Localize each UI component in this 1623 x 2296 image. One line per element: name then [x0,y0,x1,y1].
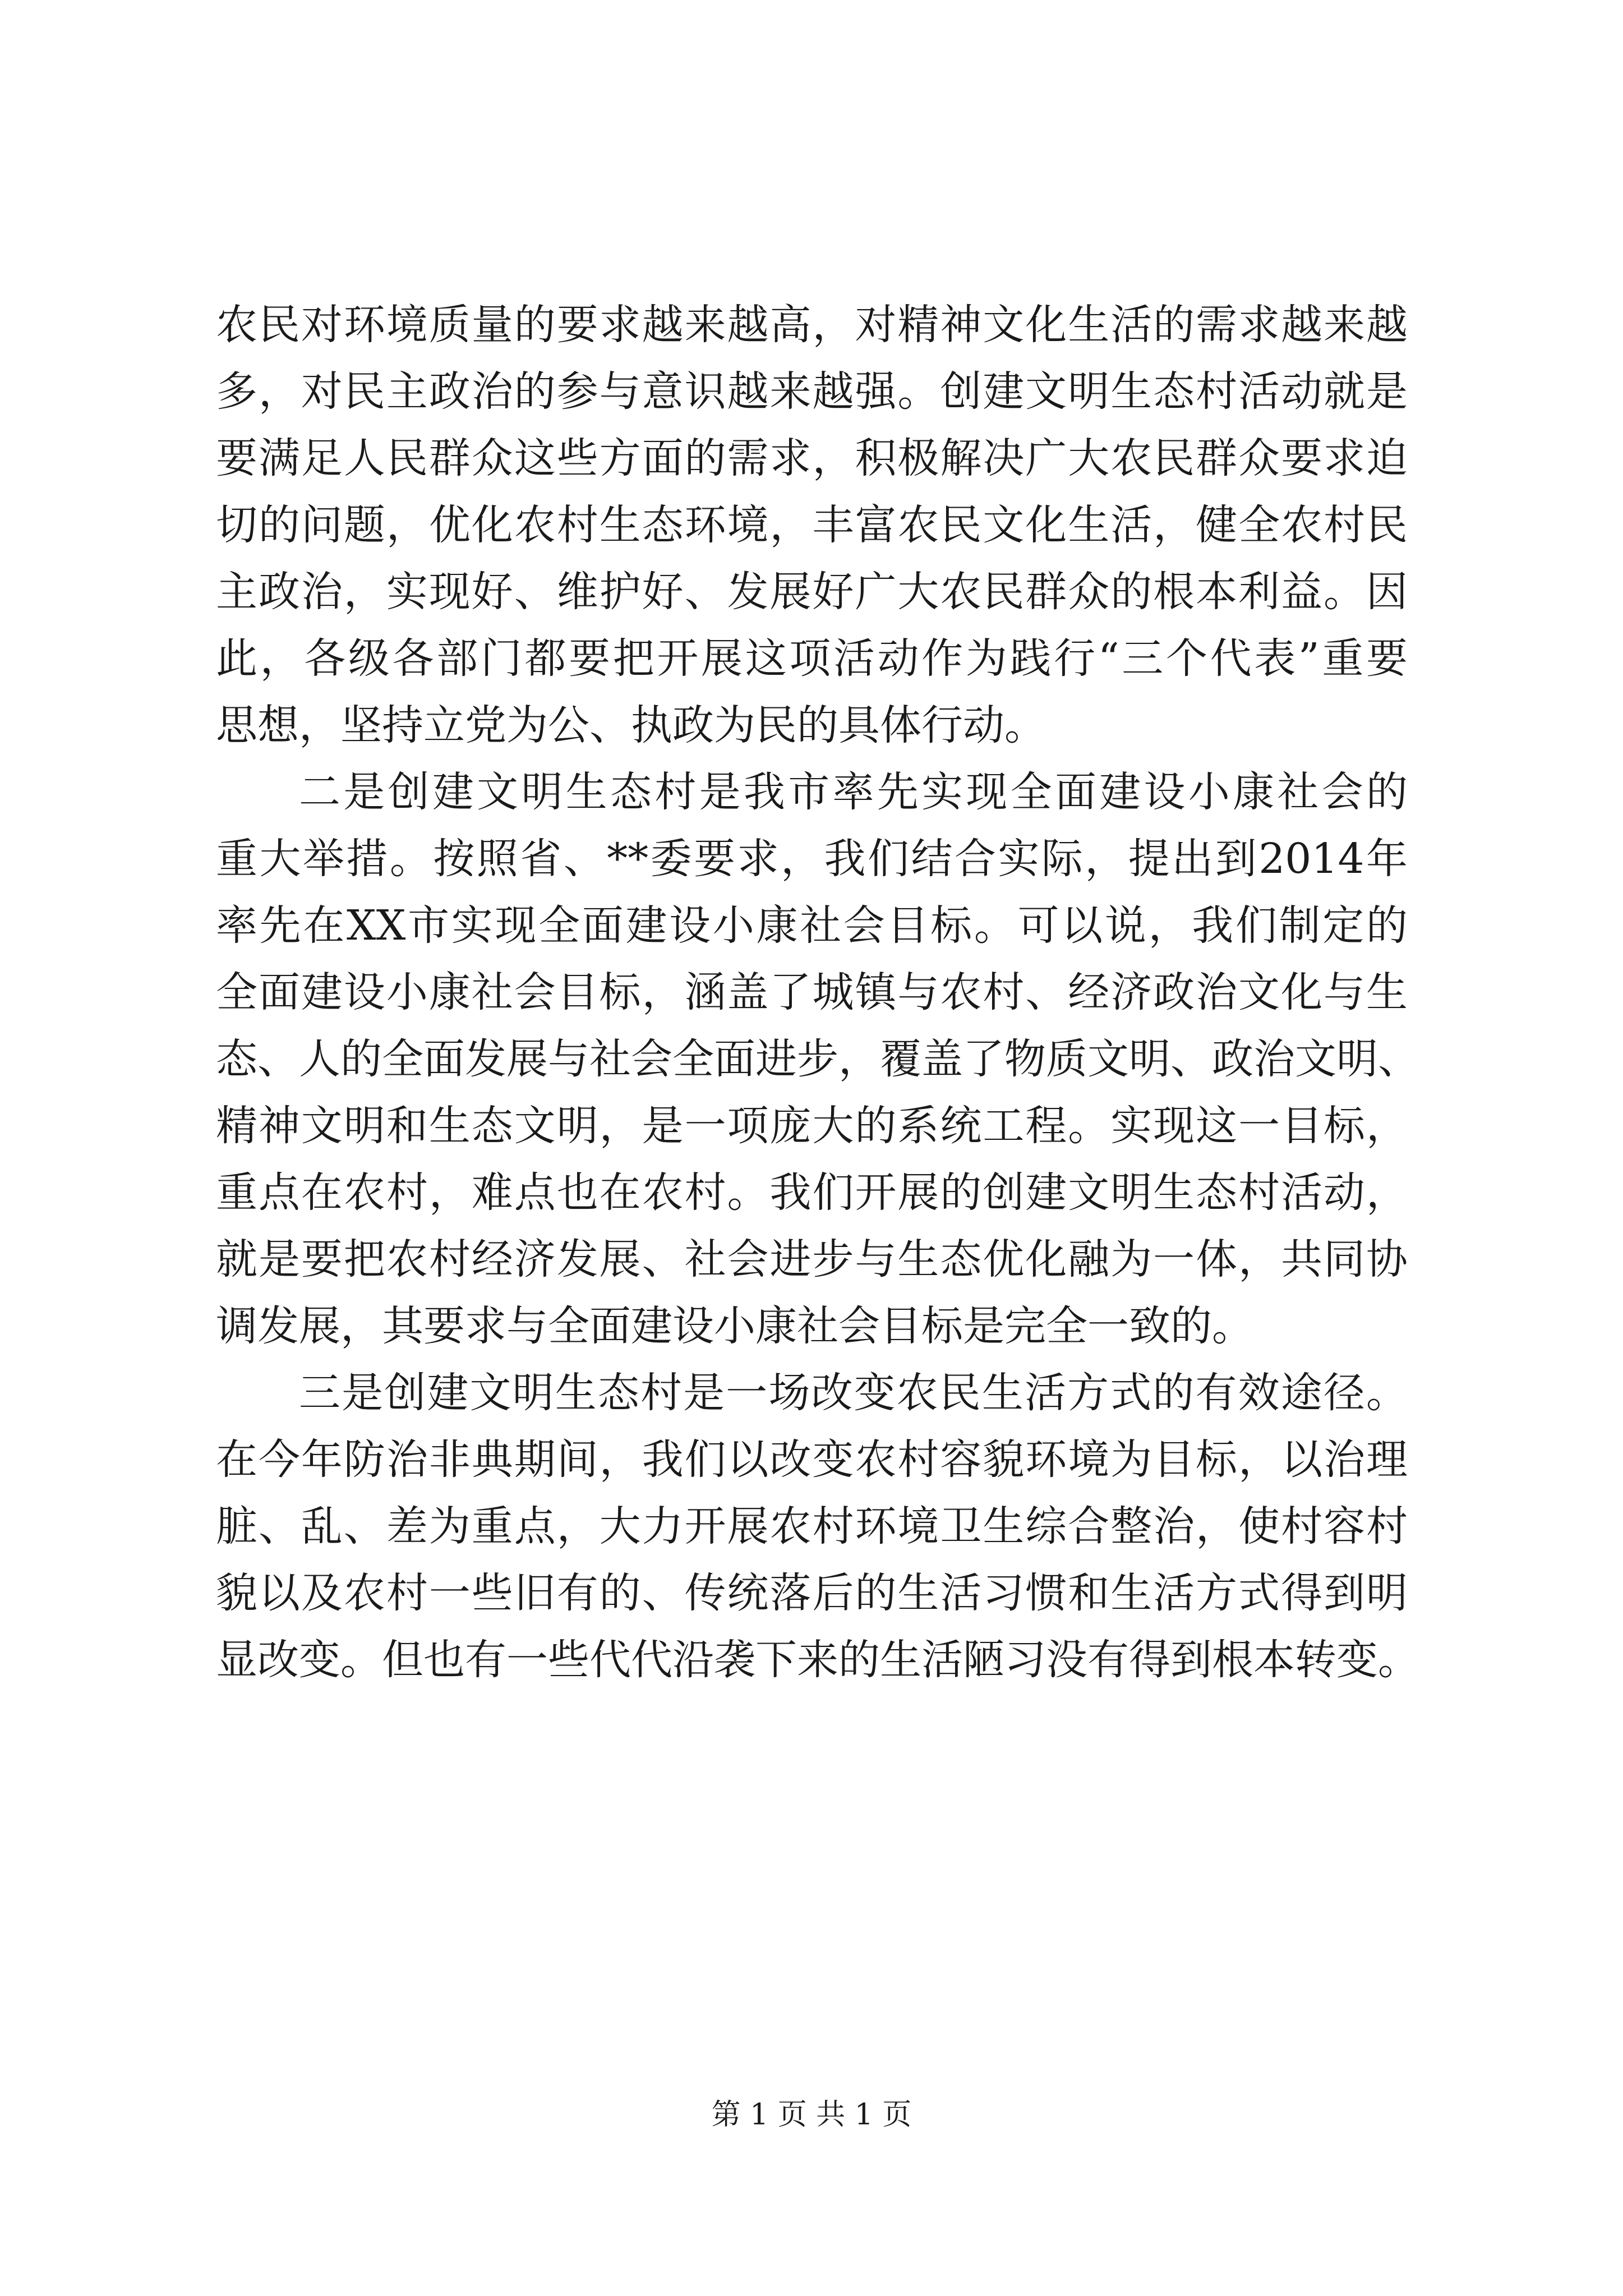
page-number-label: 第 1 页 共 1 页 [711,2098,912,2132]
text-line: 三是创建文明生态村是一场改变农民生活方式的有效途径。 [299,1369,1408,1417]
text-line: 多，对民主政治的参与意识越来越强。创建文明生态村活动就是 [216,367,1408,416]
text-line: 切的问题，优化农村生态环境，丰富农民文化生活，健全农村民 [216,501,1408,549]
text-line: 二是创建文明生态村是我市率先实现全面建设小康社会的 [299,768,1408,816]
text-line: 农民对环境质量的要求越来越高，对精神文化生活的需求越来越 [216,301,1408,349]
text-line: 重大举措。按照省、**委要求，我们结合实际，提出到2014年 [216,835,1408,883]
page-footer [0,2095,1623,2134]
text-line: 全面建设小康社会目标，涵盖了城镇与农村、经济政治文化与生 [216,968,1408,1016]
text-line: 调发展，其要求与全面建设小康社会目标是完全一致的。 [216,1302,1253,1350]
text-line: 就是要把农村经济发展、社会进步与生态优化融为一体，共同协 [216,1235,1408,1283]
text-line: 主政治，实现好、维护好、发展好广大农民群众的根本利益。因 [216,568,1408,616]
document-body [216,292,1419,1694]
paragraph [216,1360,1419,1694]
text-line: 貌以及农村一些旧有的、传统落后的生活习惯和生活方式得到明 [216,1569,1408,1617]
text-line: 此，各级各部门都要把开展这项活动作为践行“三个代表”重要 [216,634,1408,683]
text-line: 在今年防治非典期间，我们以改变农村容貌环境为目标，以治理 [216,1435,1408,1484]
text-line: 显改变。但也有一些代代沿袭下来的生活陋习没有得到根本转变。 [216,1636,1419,1684]
text-line: 率先在XX市实现全面建设小康社会目标。可以说，我们制定的 [216,901,1408,950]
text-line: 精神文明和生态文明，是一项庞大的系统工程。实现这一目标， [216,1102,1408,1150]
text-line: 要满足人民群众这些方面的需求，积极解决广大农民群众要求迫 [216,434,1408,482]
text-line: 脏、乱、差为重点，大力开展农村环境卫生综合整治，使村容村 [216,1502,1408,1550]
text-line: 重点在农村，难点也在农村。我们开展的创建文明生态村活动， [216,1168,1408,1217]
paragraph [216,292,1408,759]
text-line: 思想，坚持立党为公、执政为民的具体行动。 [216,701,1046,749]
text-line: 态、人的全面发展与社会全面进步，覆盖了物质文明、政治文明、 [216,1035,1419,1083]
paragraph [216,759,1419,1360]
